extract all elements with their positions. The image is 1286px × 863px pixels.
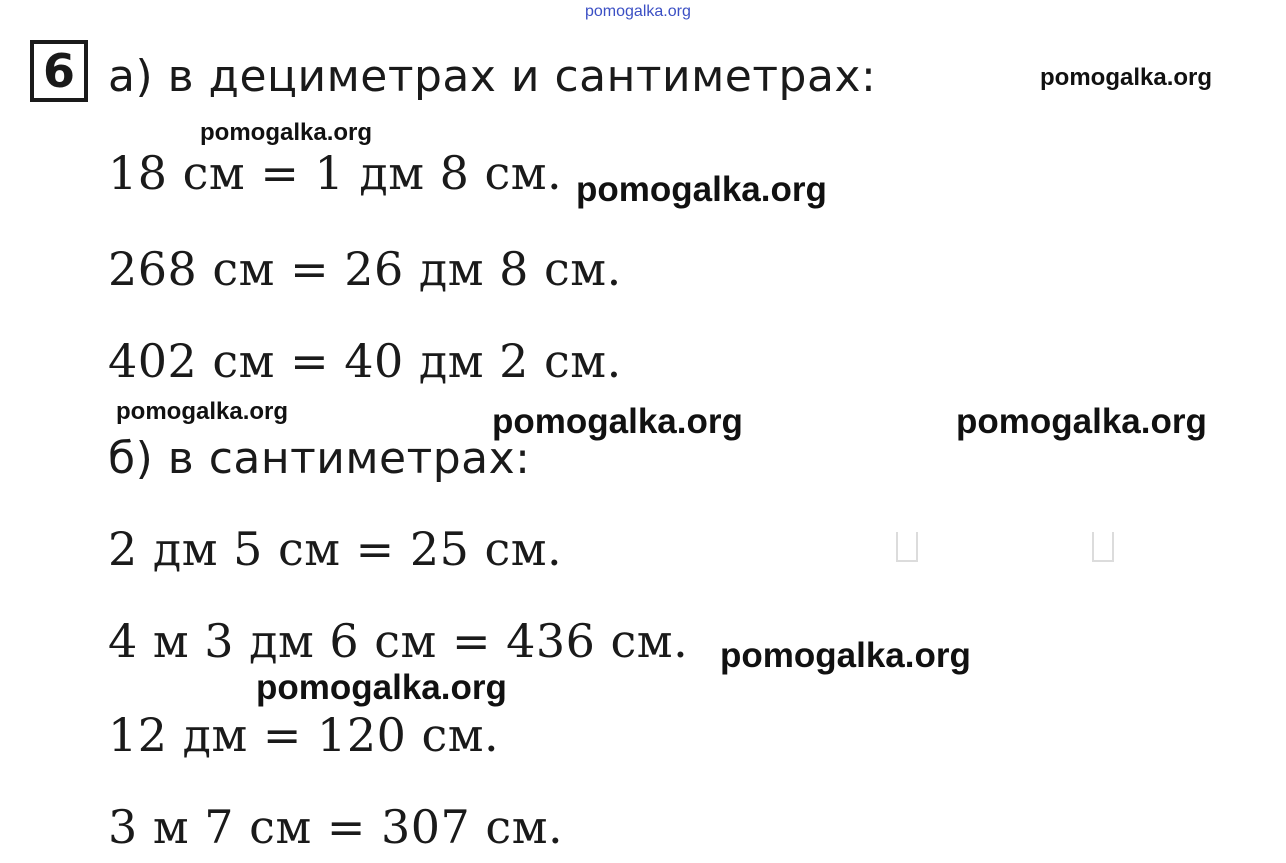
task-number-box: 6 [30, 40, 88, 102]
equation-line: 402 см = 40 дм 2 см. [108, 334, 622, 388]
equation-line: 18 см = 1 дм 8 см. [108, 146, 563, 200]
watermark: pomogalka.org [492, 402, 743, 441]
watermark: pomogalka.org [585, 3, 691, 20]
equation-line: 4 м 3 дм 6 см = 436 см. [108, 614, 689, 668]
faint-box-mark [1092, 532, 1114, 562]
equation-line: 2 дм 5 см = 25 см. [108, 522, 563, 576]
watermark: pomogalka.org [576, 170, 827, 209]
part-a-heading: а) в дециметрах и сантиметрах: [108, 51, 877, 102]
watermark: pomogalka.org [200, 119, 373, 146]
watermark: pomogalka.org [720, 636, 971, 675]
equation-line: 268 см = 26 дм 8 см. [108, 242, 622, 296]
watermark: pomogalka.org [956, 402, 1207, 441]
watermark: pomogalka.org [256, 668, 507, 707]
faint-box-mark [896, 532, 918, 562]
watermark: pomogalka.org [116, 398, 289, 425]
watermark: pomogalka.org [1040, 64, 1213, 91]
equation-line: 3 м 7 см = 307 см. [108, 800, 564, 854]
part-b-heading: б) в сантиметрах: [108, 433, 531, 484]
equation-line: 12 дм = 120 см. [108, 708, 500, 762]
